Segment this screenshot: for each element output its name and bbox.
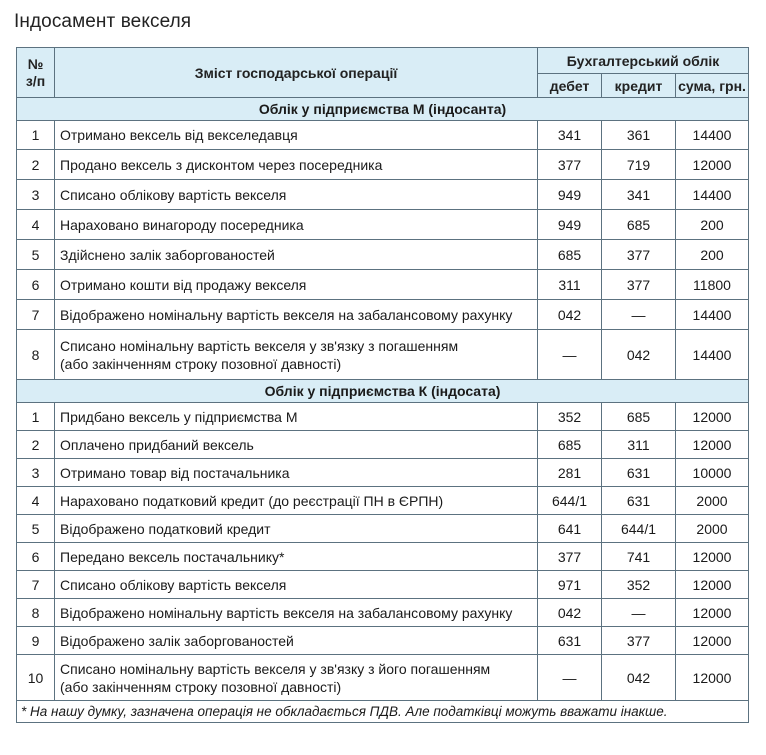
sum-cell: 12000 [676,655,749,701]
sum-cell: 14400 [676,300,749,330]
sum-cell: 12000 [676,599,749,627]
operation-cell: Оплачено придбаний вексель [55,431,538,459]
credit-cell: 719 [602,150,676,180]
debit-cell: 971 [538,571,602,599]
operation-cell: Списано номінальну вартість векселя у зв'язку з його погашенням (або закінченням строку позовної давності) [55,655,538,701]
table-row [17,300,749,330]
credit-cell: 377 [602,627,676,655]
credit-cell: 352 [602,571,676,599]
table-row [17,655,749,701]
debit-cell: 377 [538,543,602,571]
table-row [17,571,749,599]
debit-cell: 377 [538,150,602,180]
row-number: 1 [17,403,55,431]
debit-cell: 949 [538,180,602,210]
operation-cell: Відображено залік заборгованостей [55,627,538,655]
table-row [17,515,749,543]
table-row [17,121,749,150]
operation-cell: Відображено номінальну вартість векселя на забалансовому рахунку [55,599,538,627]
operation-cell: Списано облікову вартість векселя [55,180,538,210]
page-title: Індосамент векселя [14,11,192,32]
credit-cell: 377 [602,270,676,300]
table-row [17,487,749,515]
row-number: 7 [17,571,55,599]
debit-cell: 042 [538,599,602,627]
row-number: 6 [17,543,55,571]
row-number: 10 [17,655,55,701]
row-number: 3 [17,180,55,210]
row-number: 2 [17,431,55,459]
debit-cell: 644/1 [538,487,602,515]
sum-cell: 2000 [676,487,749,515]
endorsement-table [16,47,749,723]
table-row [17,270,749,300]
sum-cell: 12000 [676,543,749,571]
sum-cell: 12000 [676,571,749,599]
debit-cell: 949 [538,210,602,240]
credit-cell: 685 [602,210,676,240]
row-number: 2 [17,150,55,180]
row-number: 5 [17,515,55,543]
debit-cell: 311 [538,270,602,300]
row-number: 8 [17,599,55,627]
row-number: 7 [17,300,55,330]
debit-cell: — [538,655,602,701]
operation-cell: Здійснено залік заборгованостей [55,240,538,270]
section-title: Облік у підприємства К (індосата) [17,380,749,403]
row-number: 8 [17,330,55,380]
operation-cell: Відображено податковий кредит [55,515,538,543]
credit-cell: 042 [602,655,676,701]
credit-cell: 042 [602,330,676,380]
debit-cell: 631 [538,627,602,655]
credit-cell: — [602,300,676,330]
table-row [17,330,749,380]
header-accounting: Бухгалтерський облік [538,48,749,74]
debit-cell: 042 [538,300,602,330]
sum-cell: 14400 [676,180,749,210]
row-number: 5 [17,240,55,270]
sum-cell: 14400 [676,330,749,380]
section-title: Облік у підприємства М (індосанта) [17,98,749,121]
header-operation: Зміст господарської операції [55,48,538,98]
debit-cell: 641 [538,515,602,543]
credit-cell: 741 [602,543,676,571]
operation-cell: Отримано вексель від векселедавця [55,121,538,150]
debit-cell: 281 [538,459,602,487]
operation-cell: Продано вексель з дисконтом через посередника [55,150,538,180]
operation-cell: Відображено номінальну вартість векселя на забалансовому рахунку [55,300,538,330]
sum-cell: 14400 [676,121,749,150]
row-number: 3 [17,459,55,487]
credit-cell: 341 [602,180,676,210]
debit-cell: 352 [538,403,602,431]
table-row [17,543,749,571]
table-row [17,240,749,270]
operation-cell: Нараховано винагороду посередника [55,210,538,240]
table-row [17,599,749,627]
operation-cell: Отримано товар від постачальника [55,459,538,487]
header-credit: кредит [602,74,676,98]
credit-cell: 377 [602,240,676,270]
section-header-row [17,98,749,121]
table-row [17,403,749,431]
sum-cell: 200 [676,210,749,240]
table-row [17,210,749,240]
credit-cell: 361 [602,121,676,150]
operation-cell: Нараховано податковий кредит (до реєстрації ПН в ЄРПН) [55,487,538,515]
table-row [17,150,749,180]
section-header-row [17,380,749,403]
operation-cell: Придбано вексель у підприємства М [55,403,538,431]
header-sum: сума, грн. [676,74,749,98]
sum-cell: 12000 [676,150,749,180]
credit-cell: 685 [602,403,676,431]
footnote: * На нашу думку, зазначена операція не обкладається ПДВ. Але податківці можуть вважати інакше. [17,701,749,723]
row-number: 4 [17,487,55,515]
table-row [17,180,749,210]
row-number: 1 [17,121,55,150]
table-row [17,431,749,459]
row-number: 4 [17,210,55,240]
header-num: № з/п [17,48,55,98]
debit-cell: 341 [538,121,602,150]
operation-cell: Списано облікову вартість векселя [55,571,538,599]
table-row [17,459,749,487]
credit-cell: 644/1 [602,515,676,543]
credit-cell: 631 [602,459,676,487]
debit-cell: 685 [538,240,602,270]
header-debit: дебет [538,74,602,98]
sum-cell: 2000 [676,515,749,543]
row-number: 6 [17,270,55,300]
sum-cell: 12000 [676,431,749,459]
operation-cell: Списано номінальну вартість векселя у зв'язку з погашенням (або закінченням строку позовної давності) [55,330,538,380]
row-number: 9 [17,627,55,655]
operation-cell: Передано вексель постачальнику* [55,543,538,571]
credit-cell: — [602,599,676,627]
debit-cell: 685 [538,431,602,459]
sum-cell: 10000 [676,459,749,487]
footnote-row [17,701,749,723]
table-row [17,627,749,655]
debit-cell: — [538,330,602,380]
credit-cell: 631 [602,487,676,515]
sum-cell: 12000 [676,627,749,655]
sum-cell: 200 [676,240,749,270]
sum-cell: 12000 [676,403,749,431]
credit-cell: 311 [602,431,676,459]
operation-cell: Отримано кошти від продажу векселя [55,270,538,300]
sum-cell: 11800 [676,270,749,300]
